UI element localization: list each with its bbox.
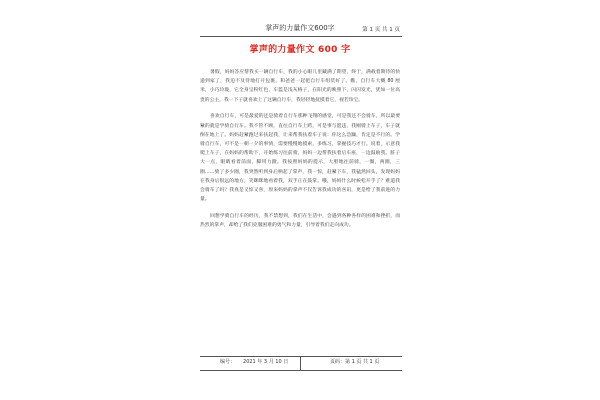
paragraph: 暑假，妈妈答应帮我买一辆自行车，我的小心眼儿里藏满了期望，终于，满载着期待的快递到家了，我迫不及待地打开包裹，和爸爸一起把自行车组装好了。瞧，自行车大概 80 厘米，小巧玲珑，它全身呈粉红色，车篮是浅灰格子，在阳光的映照下，闪闪发光，犹如一位高贵的公主，我一下子就喜欢上了这辆自行车，我轻轻地抚摸着它，视若珍宝。 [200,70,400,103]
footer-number [220,358,288,365]
footer-top-divider [200,356,402,357]
footer-number-label: 编号： [220,359,236,365]
document-body [200,68,400,238]
footer-page-value: 第 1 页 共 1 页 [345,359,380,365]
footer-number-value: 2021 年 3 月 10 日 [243,359,289,365]
document-title: 掌声的力量作文 600 字 [249,45,351,55]
header-page-info: 第 1 页 共 1 页 [362,27,400,33]
footer-bottom-divider [200,370,402,371]
header-divider [200,36,402,37]
paragraph: 喜欢自行车，可是最爱的还是骑着自行车那种飞翔的感觉，可是我还不会骑车，所以最要紧的就是学骑自行车。我不管不顾，直往自行车上跨，可是事与愿违，我刚骑上车子，车子就倒在地上了。妈妈赶紧跑过来扶起我，让来帮我扶着车子说：你这么急躁，肯定是不行的。学骑自行车，可不是一朝一夕的事情，需要慢慢地摸索，多练习，掌握技巧才行。说着，示意我爬上车子，在妈妈的帮助下，开始练习往前骑，妈妈一边帮我扶着后车座，一边鼓励我。脏子大一点，眼睛看着前面，脚用力蹬。我按照妈妈的提示，大胆地往前骑，一圈，两圈，三圈……骑了多少圈，我突然听到身后响起了掌声，我一惊，赶紧下车，我猛然回头，发现妈妈在我身后很远的地方，笑眯眯地看着我，双手正在鼓掌。哦，妈妈什么时候松开手了？难道我会骑车了吗？我真是又惊又喜，原来妈妈的掌声不仅告诉我成功的喜讯，更是给了我前进的力量。 [200,114,400,203]
footer-column-divider [300,356,301,370]
header-title: 掌声的力量作文600字 [265,24,335,32]
paragraph: 回想学骑自行车的经历，我不禁想到，我们在生活中，会遇到各种各样的困难和挫折，而热烈的掌声，却给了我们克服困难的勇气和力量，引导着我们走向成功。 [200,213,400,229]
footer-page [330,358,379,365]
footer-page-label: 页码： [330,359,346,365]
